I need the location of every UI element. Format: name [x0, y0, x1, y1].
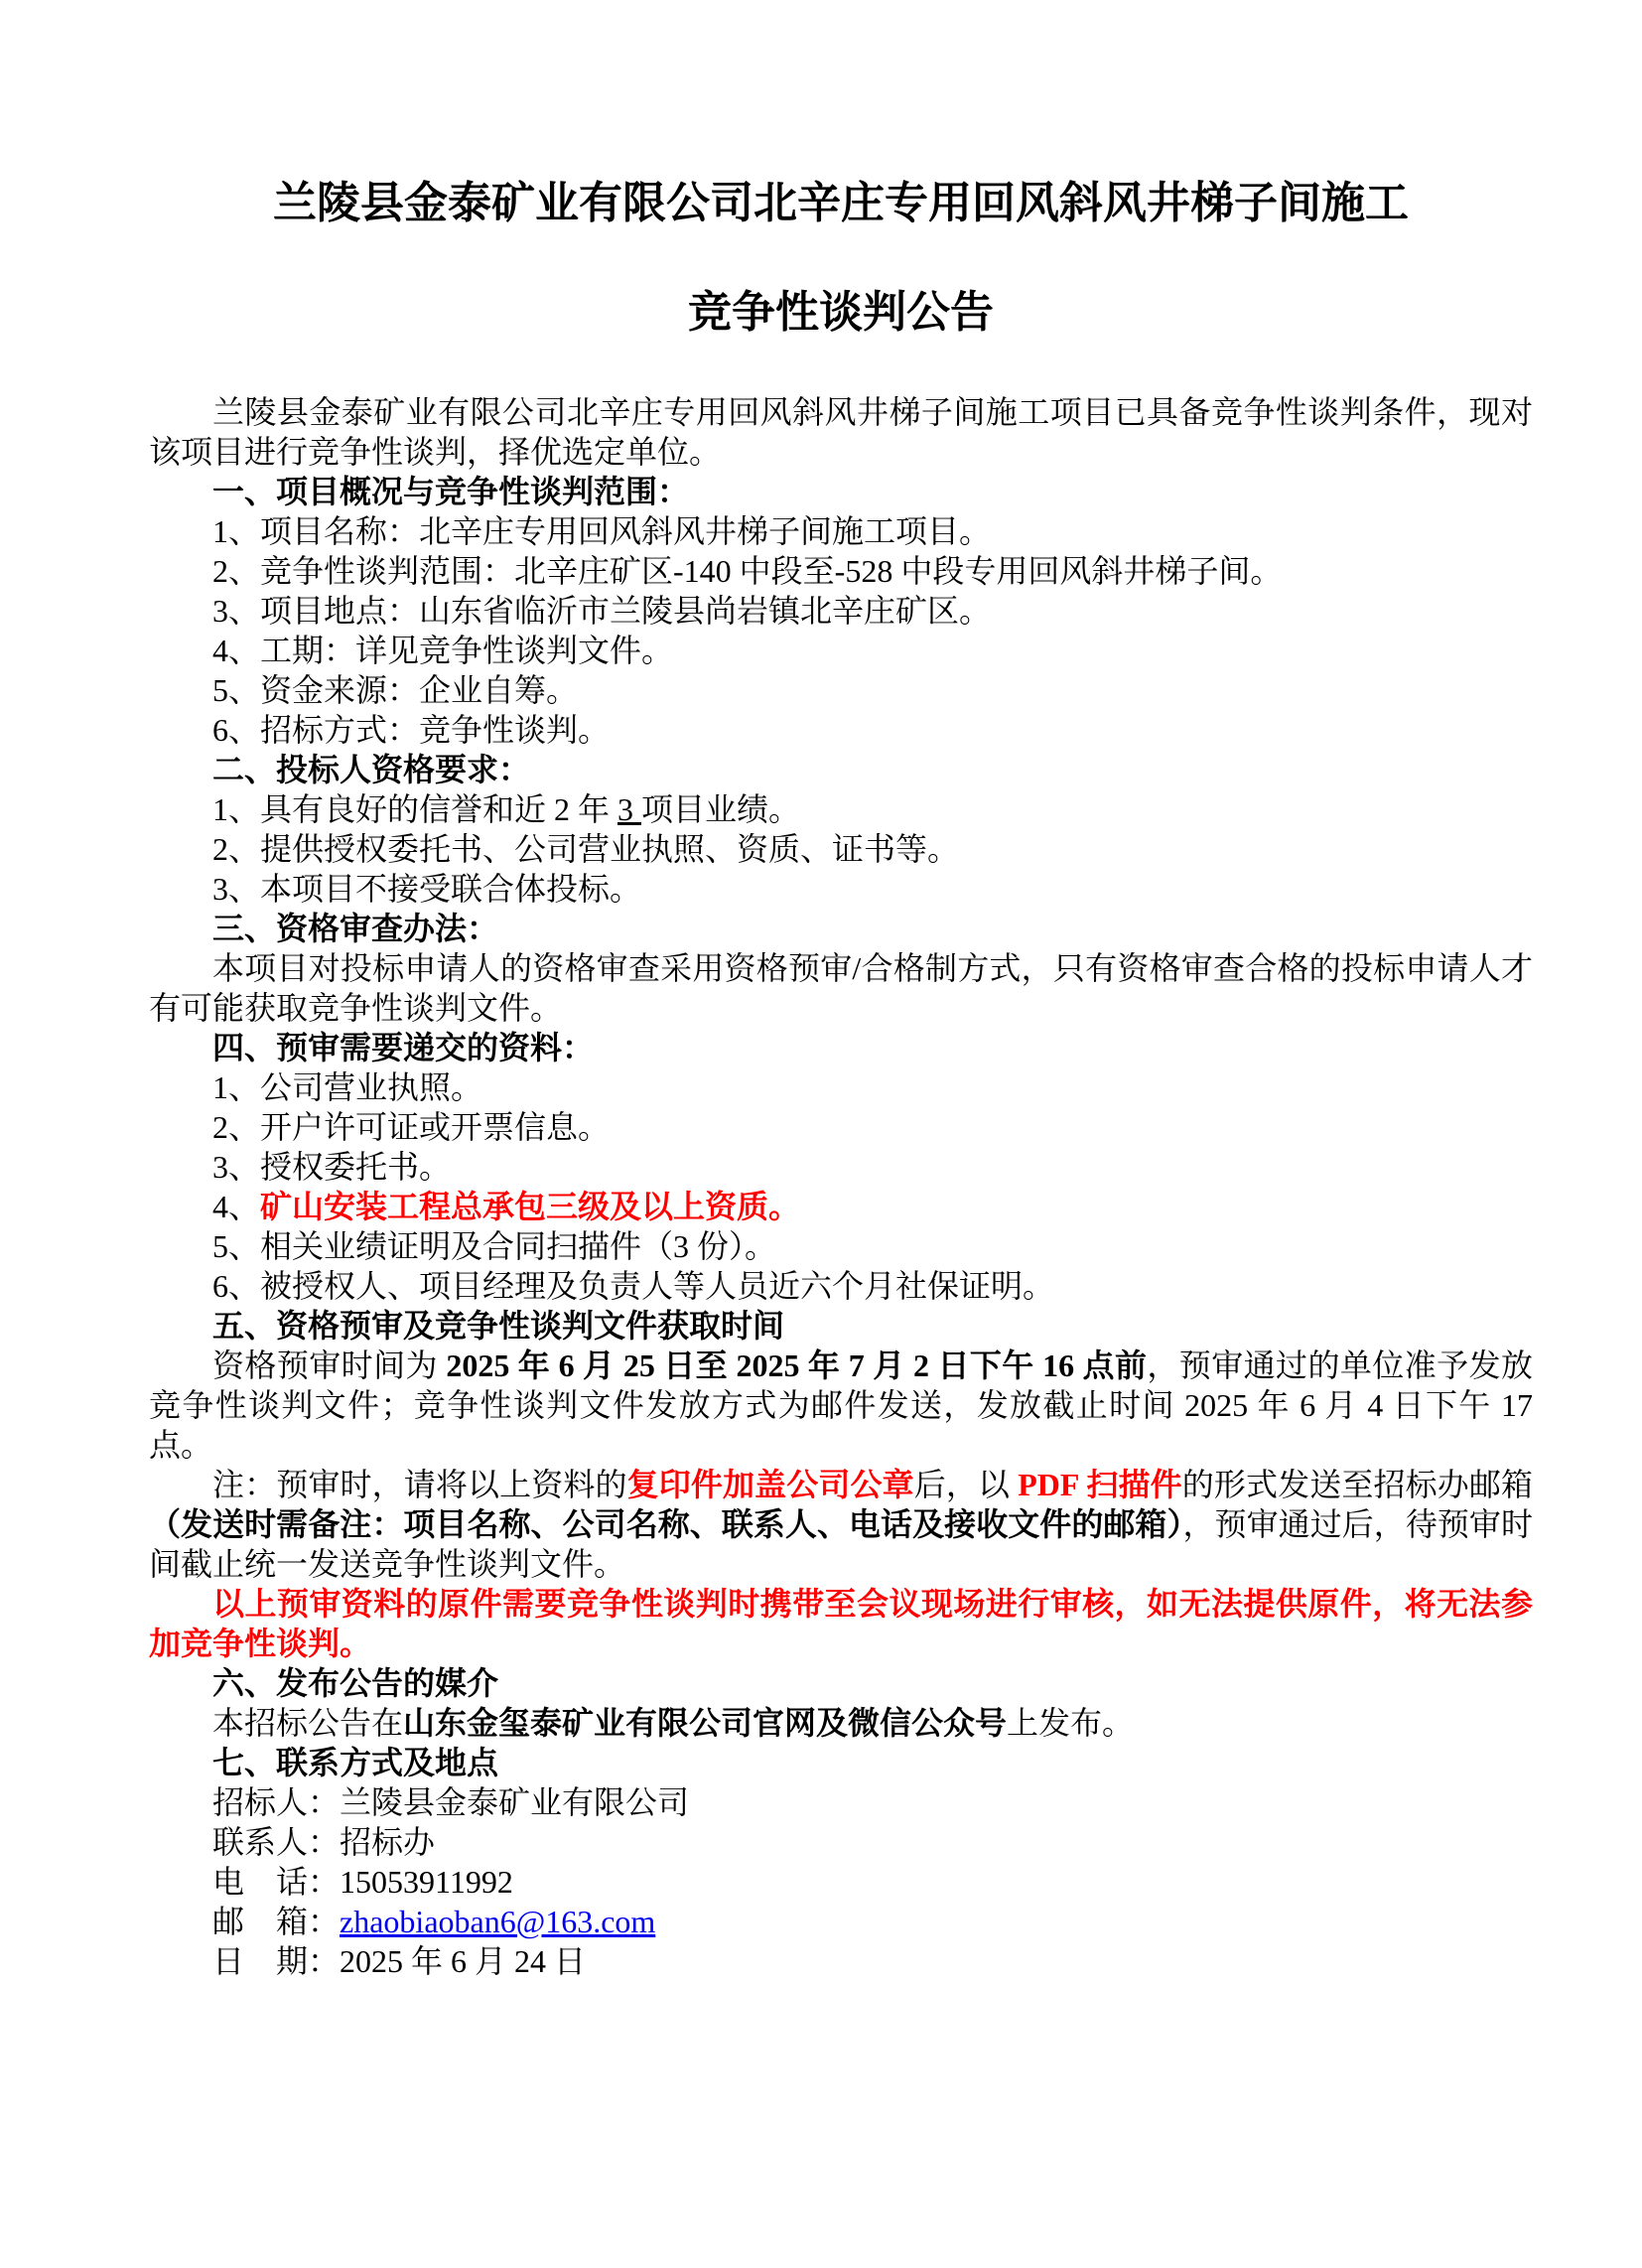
qualification-grade-highlight: 矿山安装工程总承包三级及以上资质。	[260, 1189, 801, 1224]
section-3-heading: 三、资格审查办法：	[212, 911, 499, 946]
funding-source-item: 5、资金来源：企业自筹。	[212, 672, 579, 708]
original-documents-warning: 以上预审资料的原件需要竞争性谈判时携带至会议现场进行审核，如无法提供原件，将无法参加竞争性谈判。	[149, 1586, 1533, 1661]
section-4-heading: 四、预审需要递交的资料：	[212, 1030, 595, 1065]
qualification-review-paragraph: 本项目对投标申请人的资格审查采用资格预审/合格制方式，只有资格审查合格的投标申请人才有可能获取竞争性谈判文件。	[149, 950, 1533, 1026]
remark-requirements-highlight: （发送时需备注：项目名称、公司名称、联系人、电话及接收文件的邮箱）	[149, 1506, 1183, 1542]
construction-period-item: 4、工期：详见竞争性谈判文件。	[212, 633, 674, 668]
announcement-media-paragraph	[149, 1703, 1533, 1743]
bidding-method-item: 6、招标方式：竞争性谈判。	[212, 712, 611, 748]
section-6-heading: 六、发布公告的媒介	[212, 1665, 499, 1701]
phone-line: 电 话：15053911992	[212, 1864, 513, 1900]
reputation-requirement-item	[149, 789, 1533, 829]
section-2-heading: 二、投标人资格要求：	[212, 752, 531, 787]
section-1-heading: 一、项目概况与竞争性谈判范围：	[212, 474, 690, 509]
tenderer-line: 招标人：兰陵县金泰矿业有限公司	[212, 1784, 690, 1820]
authorization-letter-item: 3、授权委托书。	[212, 1149, 452, 1185]
project-location-item: 3、项目地点：山东省临沂市兰陵县尚岩镇北辛庄矿区。	[212, 593, 992, 629]
social-security-item: 6、被授权人、项目经理及负责人等人员近六个月社保证明。	[212, 1268, 1055, 1304]
time-text-suffix: ，预审通过的单位准予发放竞争性谈判文件；竞争性谈判文件发放方式为邮件发送，发放截止时间 2025 年 6 月 4 日下午 17 点。	[149, 1347, 1533, 1463]
media-text-prefix: 本招标公告在	[212, 1705, 404, 1741]
email-line	[149, 1902, 1533, 1941]
account-permit-item: 2、开户许可证或开票信息。	[212, 1109, 611, 1145]
negotiation-scope-item: 2、竞争性谈判范围：北辛庄矿区-140 中段至-528 中段专用回风斜井梯子间。	[212, 553, 1283, 589]
contact-person-line: 联系人：招标办	[212, 1824, 436, 1860]
note-text-3: 的形式发送至招标办邮箱	[1181, 1467, 1533, 1502]
item-number-prefix: 4、	[212, 1189, 261, 1224]
project-name-item: 1、项目名称：北辛庄专用回风斜风井梯子间施工项目。	[212, 513, 992, 549]
prequalification-time-paragraph	[149, 1346, 1533, 1465]
email-link[interactable]: zhaobiaoban6@163.com	[340, 1904, 656, 1939]
note-text-4: ，预审通过后，待预审时间截止统一发送竞争性谈判文件。	[149, 1506, 1533, 1582]
note-text-2: 后，以	[913, 1467, 1019, 1502]
documents-requirement-item: 2、提供授权委托书、公司营业执照、资质、证书等。	[212, 831, 960, 867]
intro-paragraph: 兰陵县金泰矿业有限公司北辛庄专用回风斜风井梯子间施工项目已具备竞争性谈判条件，现对该项目进行竞争性谈判，择优选定单位。	[149, 394, 1533, 470]
email-label: 邮 箱：	[212, 1904, 341, 1939]
note-text-1: 注：预审时，请将以上资料的	[212, 1467, 627, 1502]
requirement-text-suffix: 项目业绩。	[641, 791, 801, 827]
date-line: 日 期：2025 年 6 月 24 日	[212, 1943, 587, 1979]
time-text-prefix: 资格预审时间为	[212, 1347, 447, 1383]
document-title-line-2: 竞争性谈判公告	[688, 288, 994, 337]
underlined-performance-count: 3	[617, 791, 642, 827]
submission-note-paragraph	[149, 1465, 1533, 1584]
document-body	[149, 392, 1533, 1981]
section-5-heading: 五、资格预审及竞争性谈判文件获取时间	[212, 1308, 785, 1344]
pdf-scan-highlight: PDF 扫描件	[1018, 1467, 1182, 1502]
no-consortium-item: 3、本项目不接受联合体投标。	[212, 871, 642, 907]
stamped-copy-highlight: 复印件加盖公司公章	[626, 1467, 914, 1502]
qualification-grade-item	[149, 1187, 1533, 1226]
section-7-heading: 七、联系方式及地点	[212, 1745, 499, 1780]
business-license-item: 1、公司营业执照。	[212, 1069, 483, 1105]
requirement-text-prefix: 1、具有良好的信誉和近 2 年	[212, 791, 618, 827]
document-title-line-1: 兰陵县金泰矿业有限公司北辛庄专用回风斜风井梯子间施工	[273, 179, 1409, 227]
performance-proof-item: 5、相关业绩证明及合同扫描件（3 份）。	[212, 1228, 777, 1264]
media-name-highlight: 山东金玺泰矿业有限公司官网及微信公众号	[403, 1705, 1008, 1741]
media-text-suffix: 上发布。	[1007, 1705, 1135, 1741]
time-window-highlight: 2025 年 6 月 25 日至 2025 年 7 月 2 日下午 16 点前	[446, 1347, 1148, 1383]
